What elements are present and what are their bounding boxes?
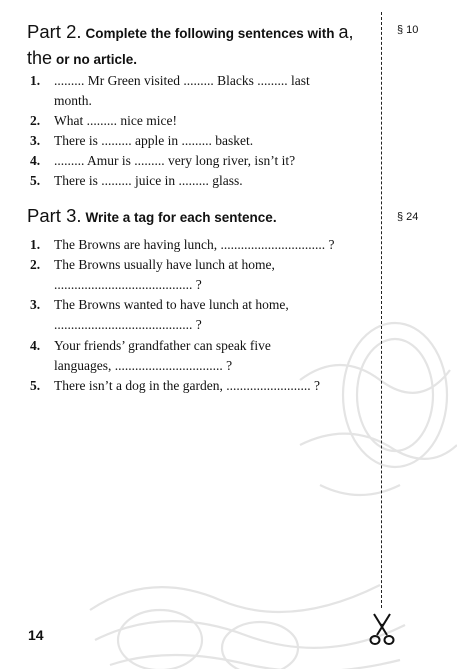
- item-text: There is ......... apple in ......... basket.: [54, 133, 254, 148]
- part2-section-ref: § 10: [397, 24, 419, 36]
- item-number: 3.: [30, 133, 41, 148]
- part2-instruction-end: or no article.: [56, 52, 138, 67]
- item-number: 4.: [30, 338, 41, 353]
- scissors-icon: [368, 612, 396, 646]
- item-number: 4.: [30, 153, 41, 168]
- page-number: 14: [28, 627, 44, 643]
- item-text: The Browns are having lunch, ............................... ?: [54, 237, 335, 252]
- cut-line: [381, 12, 382, 608]
- item-text: Your friends’ grandfather can speak five languages, ................................ ?: [54, 338, 271, 373]
- item-text: ......... Amur is ......... very long river, isn’t it?: [54, 153, 296, 168]
- item-number: 2.: [30, 113, 41, 128]
- item-number: 3.: [30, 297, 41, 312]
- part2-heading: [27, 20, 357, 72]
- item-text: There is ......... juice in ......... glass.: [54, 173, 243, 188]
- part2-title: Part 2.: [27, 21, 82, 42]
- item-text: The Browns usually have lunch at home, ......................................... ?: [54, 257, 275, 292]
- item-text: The Browns wanted to have lunch at home, ......................................... ?: [54, 297, 289, 332]
- item-number: 5.: [30, 173, 41, 188]
- item-number: 5.: [30, 378, 41, 393]
- item-text: There isn’t a dog in the garden, ......................... ?: [54, 378, 320, 393]
- article-the: the: [27, 48, 53, 68]
- item-number: 1.: [30, 73, 41, 88]
- part3-title: Part 3.: [27, 205, 82, 226]
- article-a: a,: [338, 22, 354, 42]
- part3-section-ref: § 24: [397, 211, 419, 223]
- part3-instruction: Write a tag for each sentence.: [85, 210, 277, 225]
- item-text: ......... Mr Green visited ......... Blacks ......... last month.: [54, 73, 310, 108]
- part2-instruction: Complete the following sentences with: [85, 26, 335, 41]
- part3-heading: [27, 204, 357, 230]
- item-number: 1.: [30, 237, 41, 252]
- item-number: 2.: [30, 257, 41, 272]
- item-text: What ......... nice mice!: [54, 113, 177, 128]
